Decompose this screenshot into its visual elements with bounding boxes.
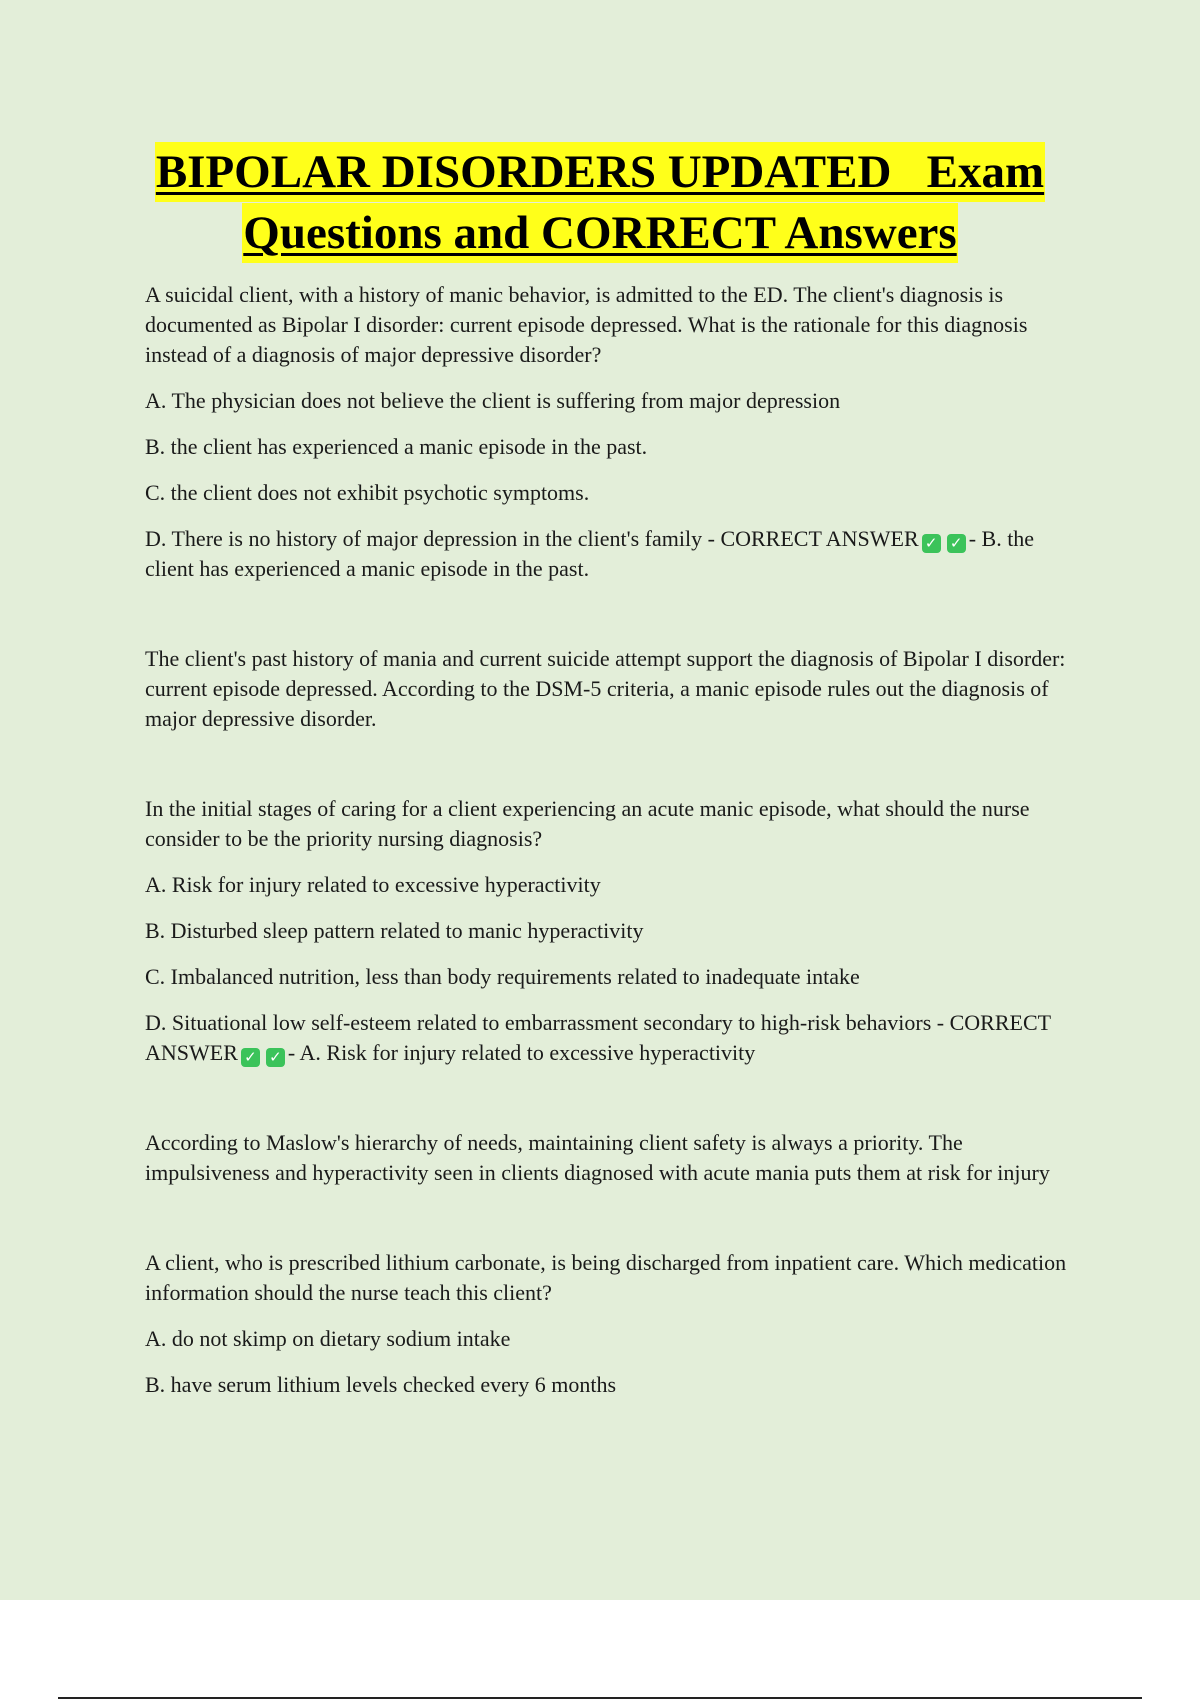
footer-divider <box>58 1697 1142 1699</box>
q1-correct-answer: - B. the client has experienced a manic episode in the past. <box>145 526 1035 581</box>
q2-option-d-with-answer <box>145 1008 1075 1068</box>
title-line-1: BIPOLAR DISORDERS UPDATED Exam <box>155 142 1045 202</box>
q2-option-c: C. Imbalanced nutrition, less than body requirements related to inadequate intake <box>145 964 860 989</box>
check-mark-icon: ✓ <box>947 534 966 553</box>
q1-option-d: D. There is no history of major depression in the client's family - CORRECT ANSWER <box>145 526 919 551</box>
check-mark-icon: ✓ <box>241 1048 260 1067</box>
document-title <box>0 142 1200 264</box>
q1-rationale: The client's past history of mania and current suicide attempt support the diagnosis of Bipolar I disorder: current episode depressed. According to the DSM-5 criteria, a manic episode rules out the diagnosis of major depressive disorder. <box>145 646 1066 731</box>
check-mark-icon: ✓ <box>922 534 941 553</box>
q1-option-c: C. the client does not exhibit psychotic symptoms. <box>145 480 590 505</box>
document-body <box>145 280 1075 1416</box>
question-3: A client, who is prescribed lithium carbonate, is being discharged from inpatient care. Which medication information should the nurse teach this client? <box>145 1250 1067 1305</box>
check-mark-icon: ✓ <box>266 1048 285 1067</box>
q2-correct-answer: - A. Risk for injury related to excessive hyperactivity <box>287 1040 756 1065</box>
q3-option-a: A. do not skimp on dietary sodium intake <box>145 1326 511 1351</box>
q1-option-b: B. the client has experienced a manic episode in the past. <box>145 434 648 459</box>
q3-option-b: B. have serum lithium levels checked every 6 months <box>145 1372 617 1397</box>
question-1: A suicidal client, with a history of manic behavior, is admitted to the ED. The client's diagnosis is documented as Bipolar I disorder: current episode depressed. What is the rationale for this diagnosis instead of a diagnosis of major depressive disorder? <box>145 282 1028 367</box>
q2-rationale: According to Maslow's hierarchy of needs, maintaining client safety is always a priority. The impulsiveness and hyperactivity seen in clients diagnosed with acute mania puts them at risk for injury <box>145 1130 1050 1185</box>
q2-option-a: A. Risk for injury related to excessive hyperactivity <box>145 872 601 897</box>
q2-option-b: B. Disturbed sleep pattern related to manic hyperactivity <box>145 918 644 943</box>
question-2: In the initial stages of caring for a client experiencing an acute manic episode, what should the nurse consider to be the priority nursing diagnosis? <box>145 796 1030 851</box>
q2-option-d: D. Situational low self-esteem related to embarrassment secondary to high-risk behaviors - CORRECT ANSWER <box>145 1010 1051 1065</box>
q1-option-d-with-answer <box>145 524 1075 584</box>
title-line-2: Questions and CORRECT Answers <box>242 203 957 263</box>
q1-option-a: A. The physician does not believe the client is suffering from major depression <box>145 388 841 413</box>
